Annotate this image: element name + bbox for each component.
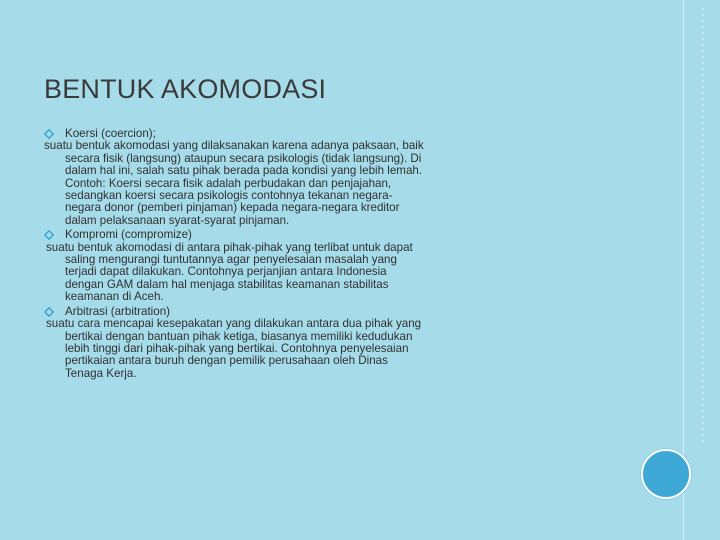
bullet-body: suatu bentuk akomodasi yang dilaksanakan karena adanya paksaan, baik secara fisik (langsung) ataupun secara psikologis (tidak langsung). Di dalam hal ini, salah satu pihak berada pada kondisi yang lebih lemah. Contoh: Koersi secara fisik adalah perbudakan dan penjajahan, sedangkan koersi secara psikologis contohnya tekanan negara-negara donor (pemberi pinjaman) kepada negara-negara kreditor dalam pelaksanaan syarat-syarat pinjaman. [44,139,424,227]
slide-title: BENTUK AKOMODASI [44,74,327,104]
bullet-item-kompromi [44,229,424,241]
slide-frame-dots [700,6,706,446]
diamond-bullet-icon [44,307,54,317]
decorative-circle [641,449,691,499]
bullet-heading: Kompromi (compromize) [65,228,192,242]
bullet-body: suatu cara mencapai kesepakatan yang dilakukan antara dua pihak yang bertikai dengan bantuan pihak ketiga, biasanya memiliki kedudukan lebih tinggi dari pihak-pihak yang bertikai. Contohnya penyelesaian pertikaian antara buruh dengan pemilik perusahaan oleh Dinas Tenaga Kerja. [46,317,422,380]
slide-content [44,128,424,380]
bullet-body: suatu bentuk akomodasi di antara pihak-pihak yang terlibat untuk dapat saling mengurangi tuntutannya agar penyelesaian masalah yang terjadi dapat dilakukan. Contohnya perjanjian antara Indonesia dengan GAM dalam hal menjaga stabilitas keamanan stabilitas keamanan di Aceh. [46,240,413,304]
bullet-item-koersi [44,128,424,140]
bullet-heading: Koersi (coercion); [65,127,156,140]
diamond-bullet-icon [44,129,54,139]
bullet-heading: Arbitrasi (arbitration) [65,304,171,318]
diamond-bullet-icon [44,230,54,240]
bullet-item-arbitrasi [44,306,424,318]
